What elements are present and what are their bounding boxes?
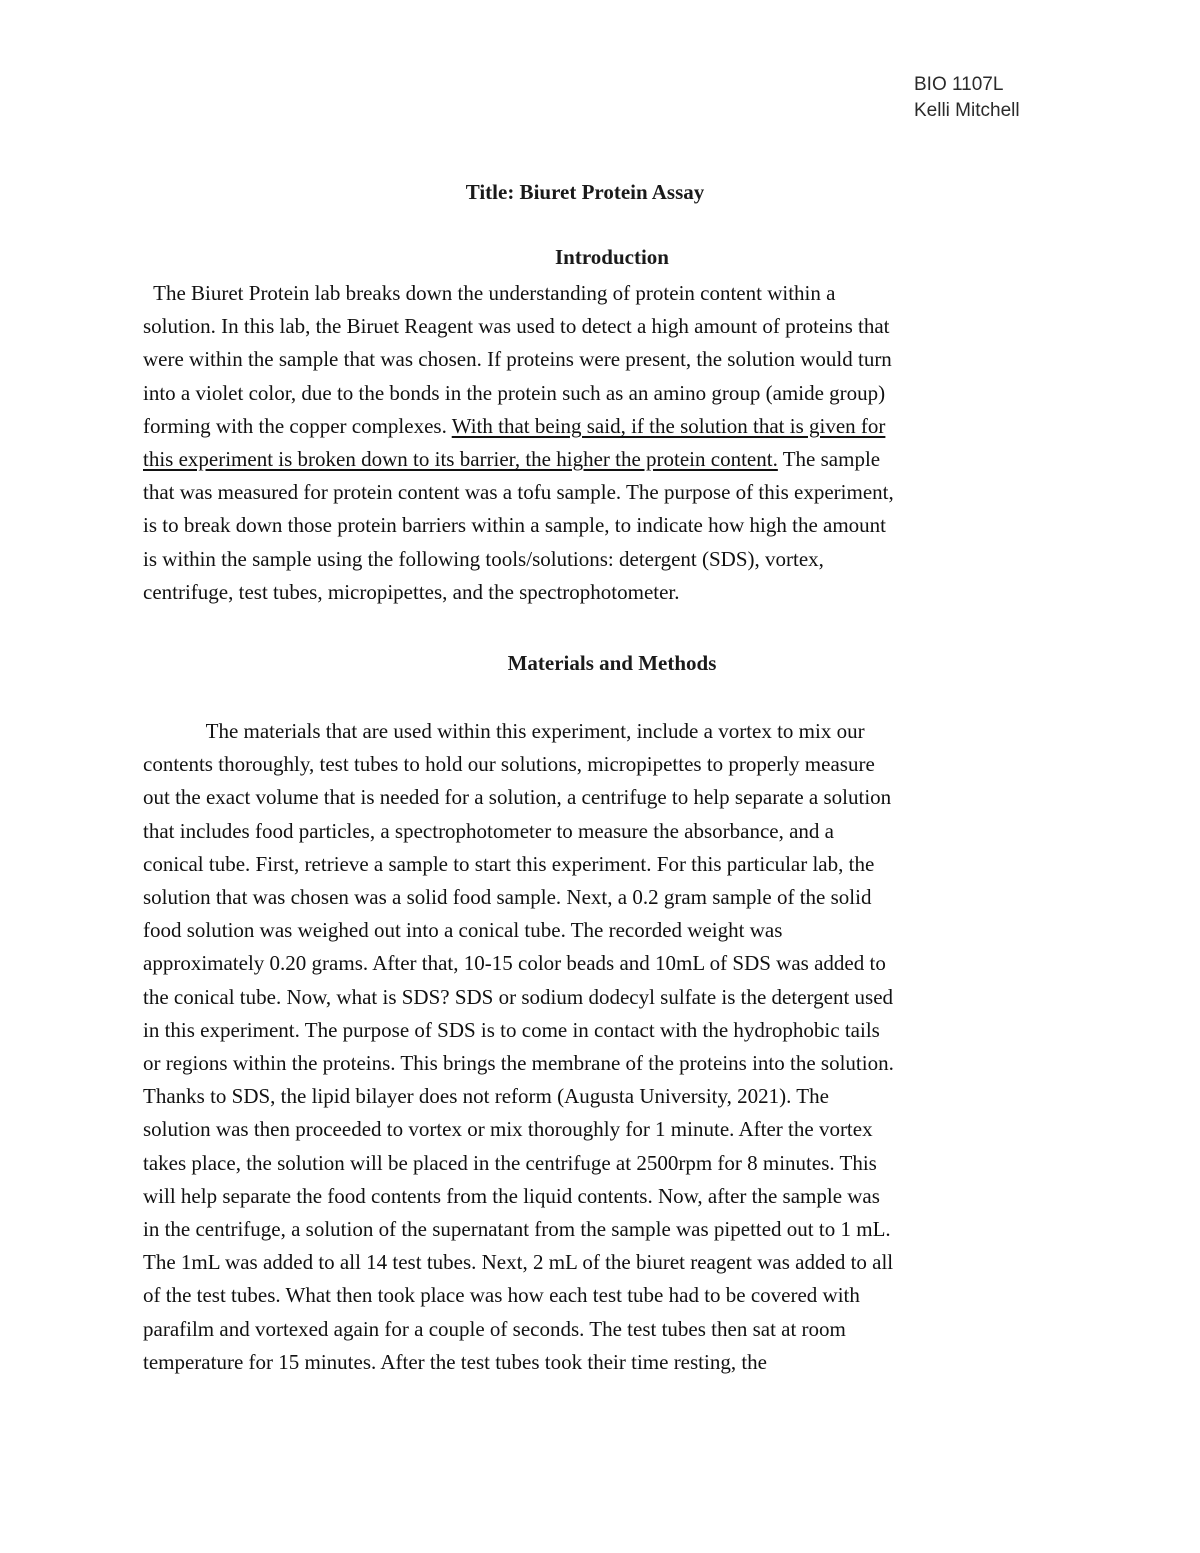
mm-line-4: that includes food particles, a spectrophotometer to measure the absorbance, and a — [143, 818, 834, 843]
materials-methods-paragraph — [143, 715, 1058, 1379]
intro-line-4: into a violet color, due to the bonds in the protein such as an amino group (amide group) — [143, 380, 886, 405]
author-name: Kelli Mitchell — [914, 100, 1020, 121]
mm-line-7: food solution was weighed out into a conical tube. The recorded weight was — [143, 918, 783, 943]
mm-line-11: or regions within the proteins. This brings the membrane of the proteins into the solution. — [143, 1051, 894, 1076]
mm-line-10: in this experiment. The purpose of SDS is to come in contact with the hydrophobic tails — [143, 1017, 880, 1042]
intro-line-6-text: The sample — [777, 447, 881, 472]
document-header — [914, 72, 1020, 124]
introduction-heading: Introduction — [555, 245, 669, 269]
intro-line-8: is to break down those protein barriers within a sample, to indicate how high the amount — [143, 513, 886, 538]
document-title: Title: Biuret Protein Assay — [465, 180, 705, 204]
intro-line-2: solution. In this lab, the Biruet Reagent was used to detect a high amount of proteins that — [143, 314, 890, 339]
mm-line-13: solution was then proceeded to vortex or mix thoroughly for 1 minute. After the vortex — [143, 1117, 873, 1142]
mm-line-2: contents thoroughly, test tubes to hold our solutions, micropipettes to properly measure — [143, 752, 875, 777]
mm-line-12: Thanks to SDS, the lipid bilayer does not reform (Augusta University, 2021). The — [143, 1084, 829, 1109]
underlined-sentence-part-2: this experiment is broken down to its barrier, the higher the protein content. — [143, 447, 778, 472]
mm-line-8: approximately 0.20 grams. After that, 10-15 color beads and 10mL of SDS was added to — [143, 951, 886, 976]
mm-line-6: solution that was chosen was a solid food sample. Next, a 0.2 gram sample of the solid — [143, 885, 872, 910]
intro-line-9: is within the sample using the following tools/solutions: detergent (SDS), vortex, — [143, 546, 824, 571]
underlined-sentence-part-1: With that being said, if the solution that is given for — [451, 413, 886, 438]
intro-line-1: The Biuret Protein lab breaks down the understanding of protein content within a — [143, 281, 836, 305]
mm-line-14: takes place, the solution will be placed in the centrifuge at 2500rpm for 8 minutes. This — [143, 1150, 877, 1175]
mm-line-3: out the exact volume that is needed for a solution, a centrifuge to help separate a solution — [143, 785, 892, 810]
intro-line-7: that was measured for protein content was a tofu sample. The purpose of this experiment, — [143, 480, 894, 505]
mm-line-9: the conical tube. Now, what is SDS? SDS or sodium dodecyl sulfate is the detergent used — [143, 984, 894, 1009]
mm-line-5: conical tube. First, retrieve a sample to start this experiment. For this particular lab, the — [143, 851, 875, 876]
intro-line-10: centrifuge, test tubes, micropipettes, and the spectrophotometer. — [143, 579, 680, 604]
intro-line-6 — [143, 443, 1058, 476]
mm-line-18: of the test tubes. What then took place was how each test tube had to be covered with — [143, 1283, 860, 1308]
course-code: BIO 1107L — [914, 74, 1004, 95]
materials-methods-heading: Materials and Methods — [507, 651, 717, 675]
intro-line-3: were within the sample that was chosen. If proteins were present, the solution would turn — [143, 347, 892, 372]
introduction-paragraph — [143, 277, 1058, 609]
mm-line-19: parafilm and vortexed again for a couple of seconds. The test tubes then sat at room — [143, 1316, 846, 1341]
mm-line-17: The 1mL was added to all 14 test tubes. Next, 2 mL of the biuret reagent was added to all — [143, 1250, 894, 1275]
mm-line-20: temperature for 15 minutes. After the test tubes took their time resting, the — [143, 1349, 768, 1374]
mm-line-15: will help separate the food contents from the liquid contents. Now, after the sample was — [143, 1183, 880, 1208]
mm-line-16: in the centrifuge, a solution of the supernatant from the sample was pipetted out to 1 mL. — [143, 1217, 891, 1242]
mm-line-1: The materials that are used within this experiment, include a vortex to mix our — [143, 719, 865, 743]
intro-line-5-text: forming with the copper complexes. — [143, 413, 452, 438]
intro-line-5 — [143, 410, 1058, 443]
